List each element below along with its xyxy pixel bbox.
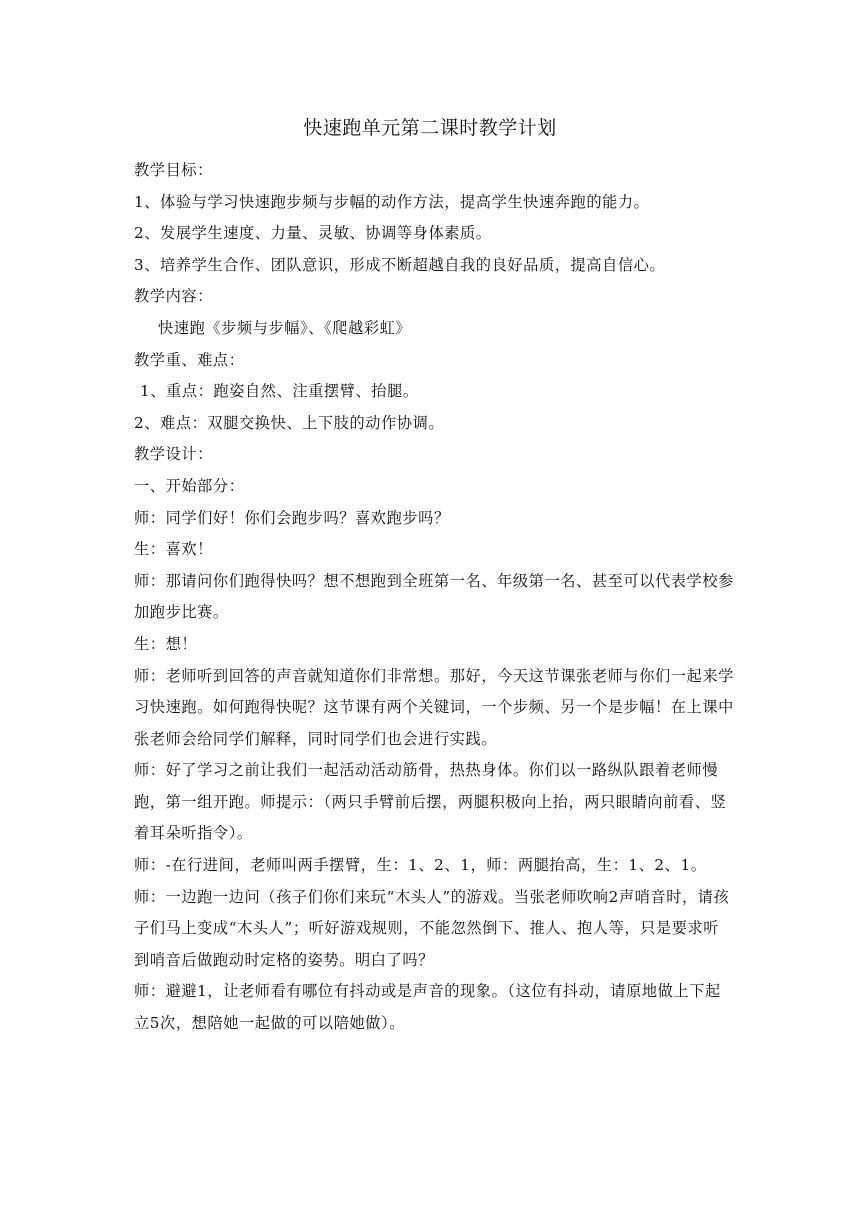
- dialogue-line: 师：一边跑一边问（孩子们你们来玩“木头人”的游戏。当张老师吹响2声哨音时，请孩子们马上变成“木头人”；听好游戏规则，不能忽然倒下、推人、抱人等，只是要求听到哨音后做跑动时定格的姿势。明白了吗？: [134, 887, 730, 969]
- section-heading-content: 教学内容：: [134, 287, 213, 306]
- section-heading-keypoints: 教学重、难点：: [134, 350, 245, 369]
- document-body: [134, 155, 734, 1040]
- dialogue-line: 生：想！: [134, 634, 198, 653]
- dialogue-line: 师：那请问你们跑得快吗？想不想跑到全班第一名、年级第一名、甚至可以代表学校参加跑步比赛。: [134, 571, 734, 622]
- section-heading-goals: 教学目标：: [134, 161, 213, 179]
- keypoint-item-2: 2、难点：双腿交换快、上下肢的动作协调。: [134, 413, 445, 432]
- section-heading-design: 教学设计：: [134, 445, 213, 464]
- dialogue-line: 师：老师听到回答的声音就知道你们非常想。那好，今天这节课张老师与你们一起来学习快速跑。如何跑得快呢？这节课有两个关键词，一个步频、另一个是步幅！在上课中张老师会给同学们解释，同时同学们也会进行实践。: [134, 666, 734, 748]
- goal-item-2: 2、发展学生速度、力量、灵敏、协调等身体素质。: [134, 224, 492, 243]
- document-title: 快速跑单元第二课时教学计划: [303, 117, 557, 139]
- goal-item-3: 3、培养学生合作、团队意识，形成不断超越自我的良好品质，提高自信心。: [134, 255, 666, 274]
- goal-item-1: 1、体验与学习快速跑步频与步幅的动作方法，提高学生快速奔跑的能力。: [134, 192, 650, 211]
- design-part-1-heading: 一、开始部分：: [134, 476, 245, 495]
- keypoint-item-1: 1、重点：跑姿自然、注重摆臂、抬腿。: [140, 382, 419, 401]
- dialogue-line: 师：好了学习之前让我们一起活动活动筋骨，热热身体。你们以一路纵队跟着老师慢跑，第一组开跑。师提示：（两只手臂前后摆，两腿积极向上抬，两只眼睛向前看、竖着耳朵听指令）。: [134, 761, 727, 843]
- dialogue-line: 师：同学们好！你们会跑步吗？喜欢跑步吗？: [134, 508, 450, 527]
- dialogue-line: 师：-在行进间，老师叫两手摆臂，生：1、2、1，师：两腿抬高，生：1、2、1。: [134, 856, 707, 875]
- dialogue-line: 师：避避1，让老师看有哪位有抖动或是声音的现象。（这位有抖动，请原地做上下起立5次，想陪她一起做的可以陪她做）。: [134, 982, 721, 1033]
- content-text: 快速跑《步频与步幅》、《爬越彩虹》: [158, 318, 412, 337]
- dialogue-line: 生：喜欢！: [134, 540, 213, 559]
